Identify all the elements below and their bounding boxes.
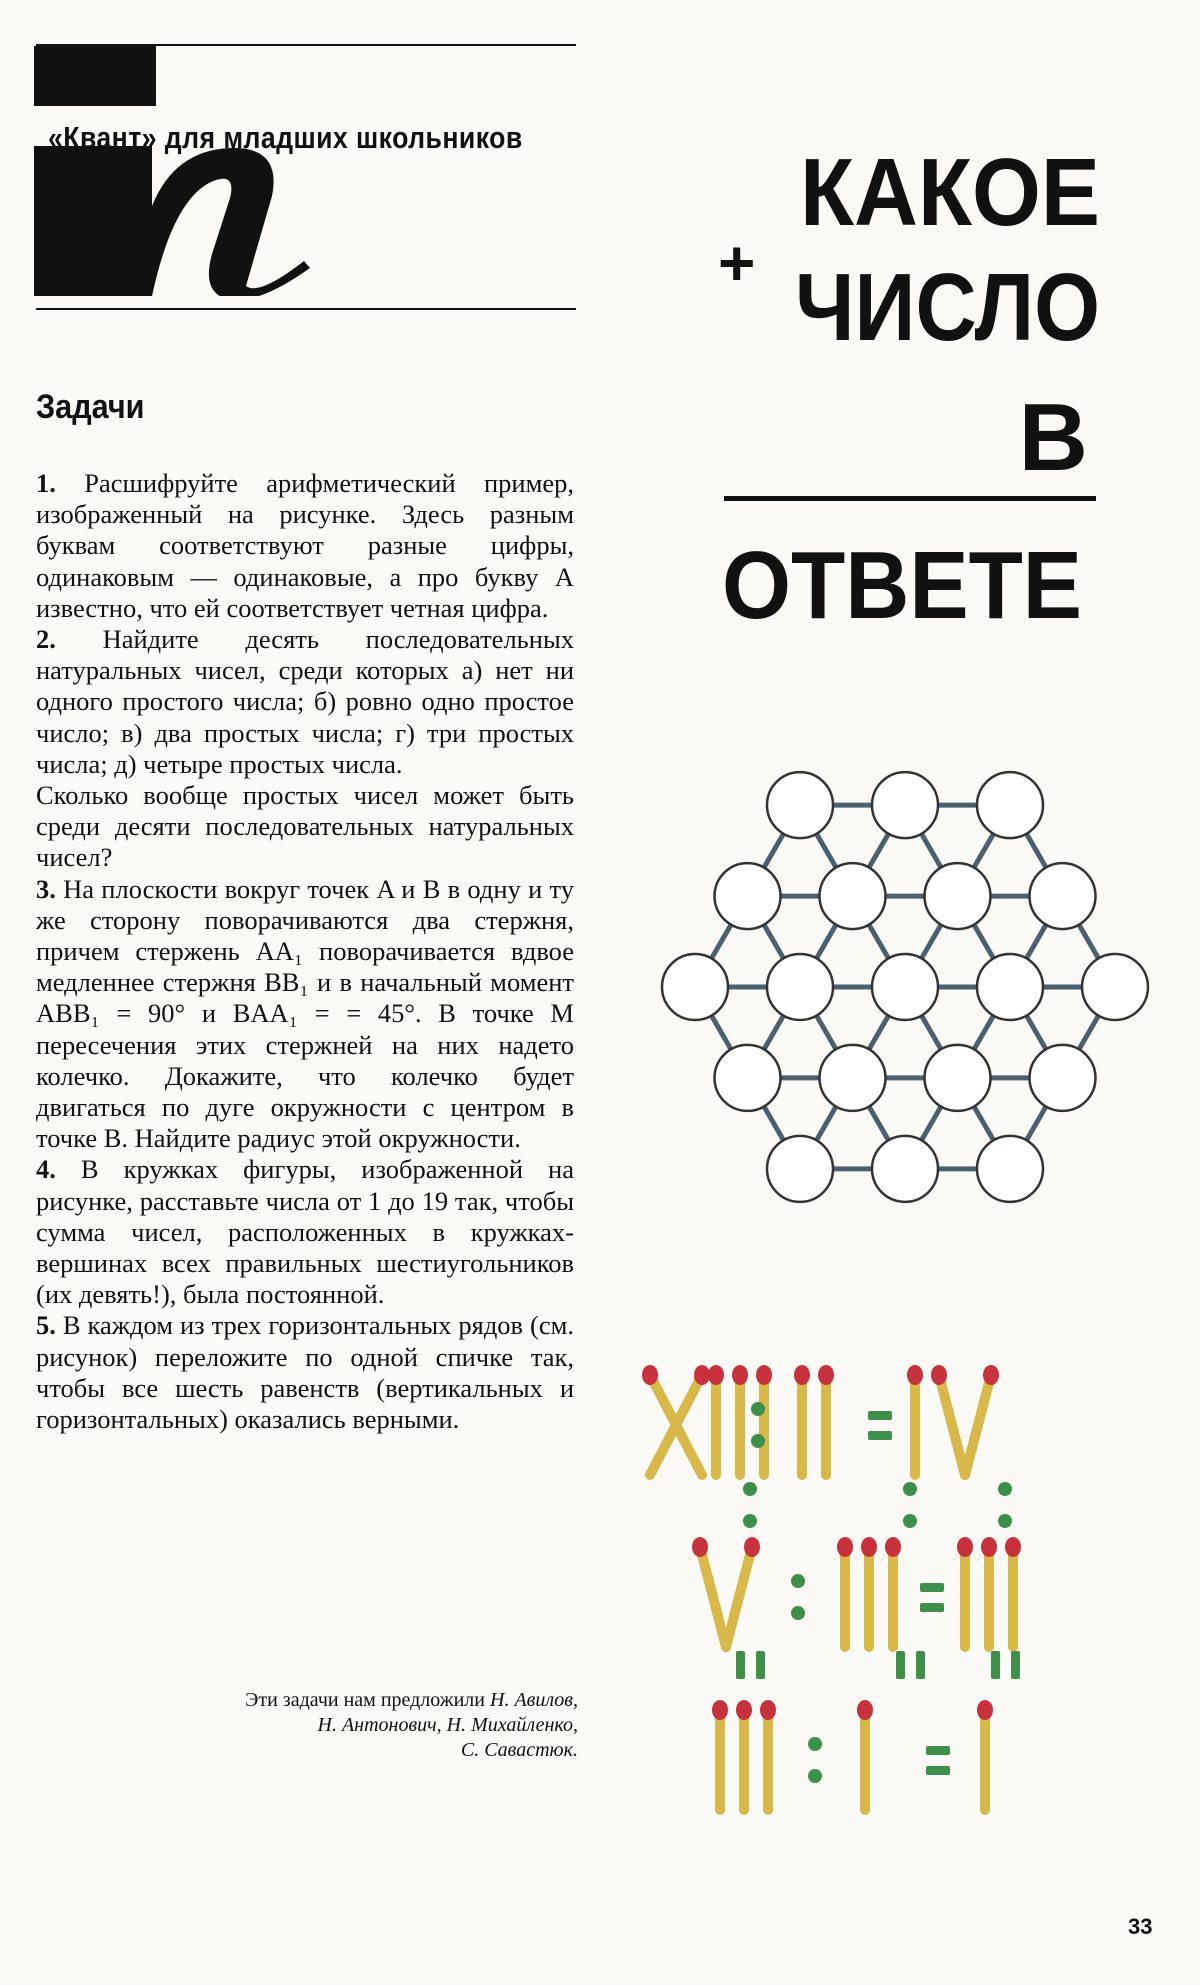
matchstick[interactable] [965,1365,999,1475]
matchstick[interactable] [981,1537,997,1647]
matchstick[interactable] [732,1365,748,1475]
empty-circle[interactable] [872,772,938,838]
problem-number: 5. [36,1310,56,1341]
matchstick[interactable] [861,1537,877,1647]
matchstick[interactable] [726,1537,760,1647]
credit-name: Н. Авилов, [490,1689,578,1711]
problem-number: 3. [36,873,56,904]
matchstick[interactable] [977,1700,993,1810]
problem-1 [36,468,574,624]
problem-2 [36,624,574,780]
empty-circle[interactable] [925,1045,991,1111]
empty-circle[interactable] [977,954,1043,1020]
matchstick[interactable] [736,1700,752,1810]
matchstick[interactable] [837,1537,853,1647]
matchstick[interactable] [692,1537,726,1647]
matchstick[interactable] [931,1365,965,1475]
matchstick-puzzle [640,1355,1170,1815]
divide-sign [743,1482,757,1528]
matchstick[interactable] [760,1700,776,1810]
matchstick[interactable] [818,1365,834,1475]
matchstick[interactable] [1005,1537,1021,1647]
empty-circle[interactable] [925,863,991,929]
empty-circle[interactable] [1030,863,1096,929]
rebus-result: ОТВЕТЕ [722,532,1082,639]
rubric-logo-k [34,46,354,296]
problem-text: В кружках фигуры, изображенной на рисунке, расставьте числа от 1 до 19 так, чтобы сумма чисел, расположенных в кружках-вершинах всех правильных шестиугольников (их девять!), была постоянной. [36,1154,575,1310]
problem-2-question [36,780,574,874]
empty-circle[interactable] [715,863,781,929]
credits [100,1688,578,1763]
problem-text: Найдите десять последовательных натуральных чисел, среди которых а) нет ни одного простого числа; б) ровно одно простое число; в) два простых числа; г) три простых числа; д) четыре простых числа. [36,624,574,779]
matchstick[interactable] [794,1365,810,1475]
rubric-title: «Квант» для младших школьников [48,120,523,155]
problem-number: 4. [36,1154,56,1185]
rebus-word-3: В [1018,384,1088,491]
rebus-figure [700,150,1120,640]
problem-text: На плоскости вокруг точек A и B в одну и ту же сторону поворачиваются два стержня, причем стержень AA₁ поворачивается вдвое медленнее стержня BB₁ и в начальный момент ABB₁ = 90° и BAA₁ = = 45°. В точке M пересечения этих стержней на них надето колечко. Докажите, что колечко будет двигаться по дуге окружности с центром в точке B. Найдите радиус этой окружности. [36,873,574,1154]
divide-sign [791,1574,805,1620]
empty-circle[interactable] [767,772,833,838]
credit-name: С. Савастюк. [460,1739,578,1761]
matchstick[interactable] [712,1700,728,1810]
divide-sign [903,1482,917,1528]
empty-circle[interactable] [767,1136,833,1202]
credit-name: Н. Антонович, Н. Михайленко, [317,1714,578,1736]
matchstick[interactable] [857,1700,873,1810]
rebus-word-1: КАКОЕ [800,150,1100,246]
rebus-word-2: ЧИСЛО [795,254,1100,361]
empty-circle[interactable] [820,1045,886,1111]
equals-sign [926,1746,950,1775]
matchstick[interactable] [907,1365,923,1475]
empty-circle[interactable] [1082,954,1148,1020]
rebus-plus: + [718,227,756,299]
equals-sign [868,1411,892,1440]
equals-sign [920,1583,944,1612]
hexagon-circles-figure [610,715,1200,1275]
matchstick[interactable] [957,1537,973,1647]
problem-text: Сколько вообще простых чисел может быть среди десяти последовательных натуральных чисел? [36,780,574,873]
problem-number: 1. [36,468,56,498]
page-number: 33 [1128,1914,1153,1939]
rebus-sum-line [724,496,1096,501]
empty-circle[interactable] [977,1136,1043,1202]
header-rule-bottom [36,308,576,310]
empty-circle[interactable] [1030,1045,1096,1111]
matchstick[interactable] [756,1365,772,1475]
problems-list [36,468,574,1435]
empty-circle[interactable] [715,1045,781,1111]
logo-top-bar [34,46,156,106]
problem-text: Расшифруйте арифметический пример, изображенный на рисунке. Здесь разным буквам соответствуют разные цифры, одинаковым — одинаковые, а про букву A известно, что ей соответствует четная цифра. [36,468,575,623]
matchstick[interactable] [885,1537,901,1647]
divide-sign [808,1737,822,1783]
vertical-equals-sign [991,1651,1020,1679]
problem-text: В каждом из трех горизонтальных рядов (см. рисунок) переложите по одной спичке так, чтобы все шесть равенств (вертикальных и горизонтальных) оказались верными. [36,1310,575,1435]
empty-circle[interactable] [767,954,833,1020]
logo-k-shape [34,146,310,296]
credits-intro: Эти задачи нам предложили [245,1689,485,1711]
problem-4 [36,1154,574,1310]
problem-number: 2. [36,624,56,655]
empty-circle[interactable] [872,954,938,1020]
empty-circle[interactable] [872,1136,938,1202]
empty-circle[interactable] [820,863,886,929]
empty-circle[interactable] [662,954,728,1020]
empty-circle[interactable] [977,772,1043,838]
problem-5 [36,1310,574,1435]
divide-sign [998,1482,1012,1528]
section-title: Задачи [36,388,145,426]
matchstick[interactable] [708,1365,724,1475]
vertical-equals-sign [736,1651,765,1679]
vertical-equals-sign [896,1651,925,1679]
problem-3 [36,874,574,1155]
